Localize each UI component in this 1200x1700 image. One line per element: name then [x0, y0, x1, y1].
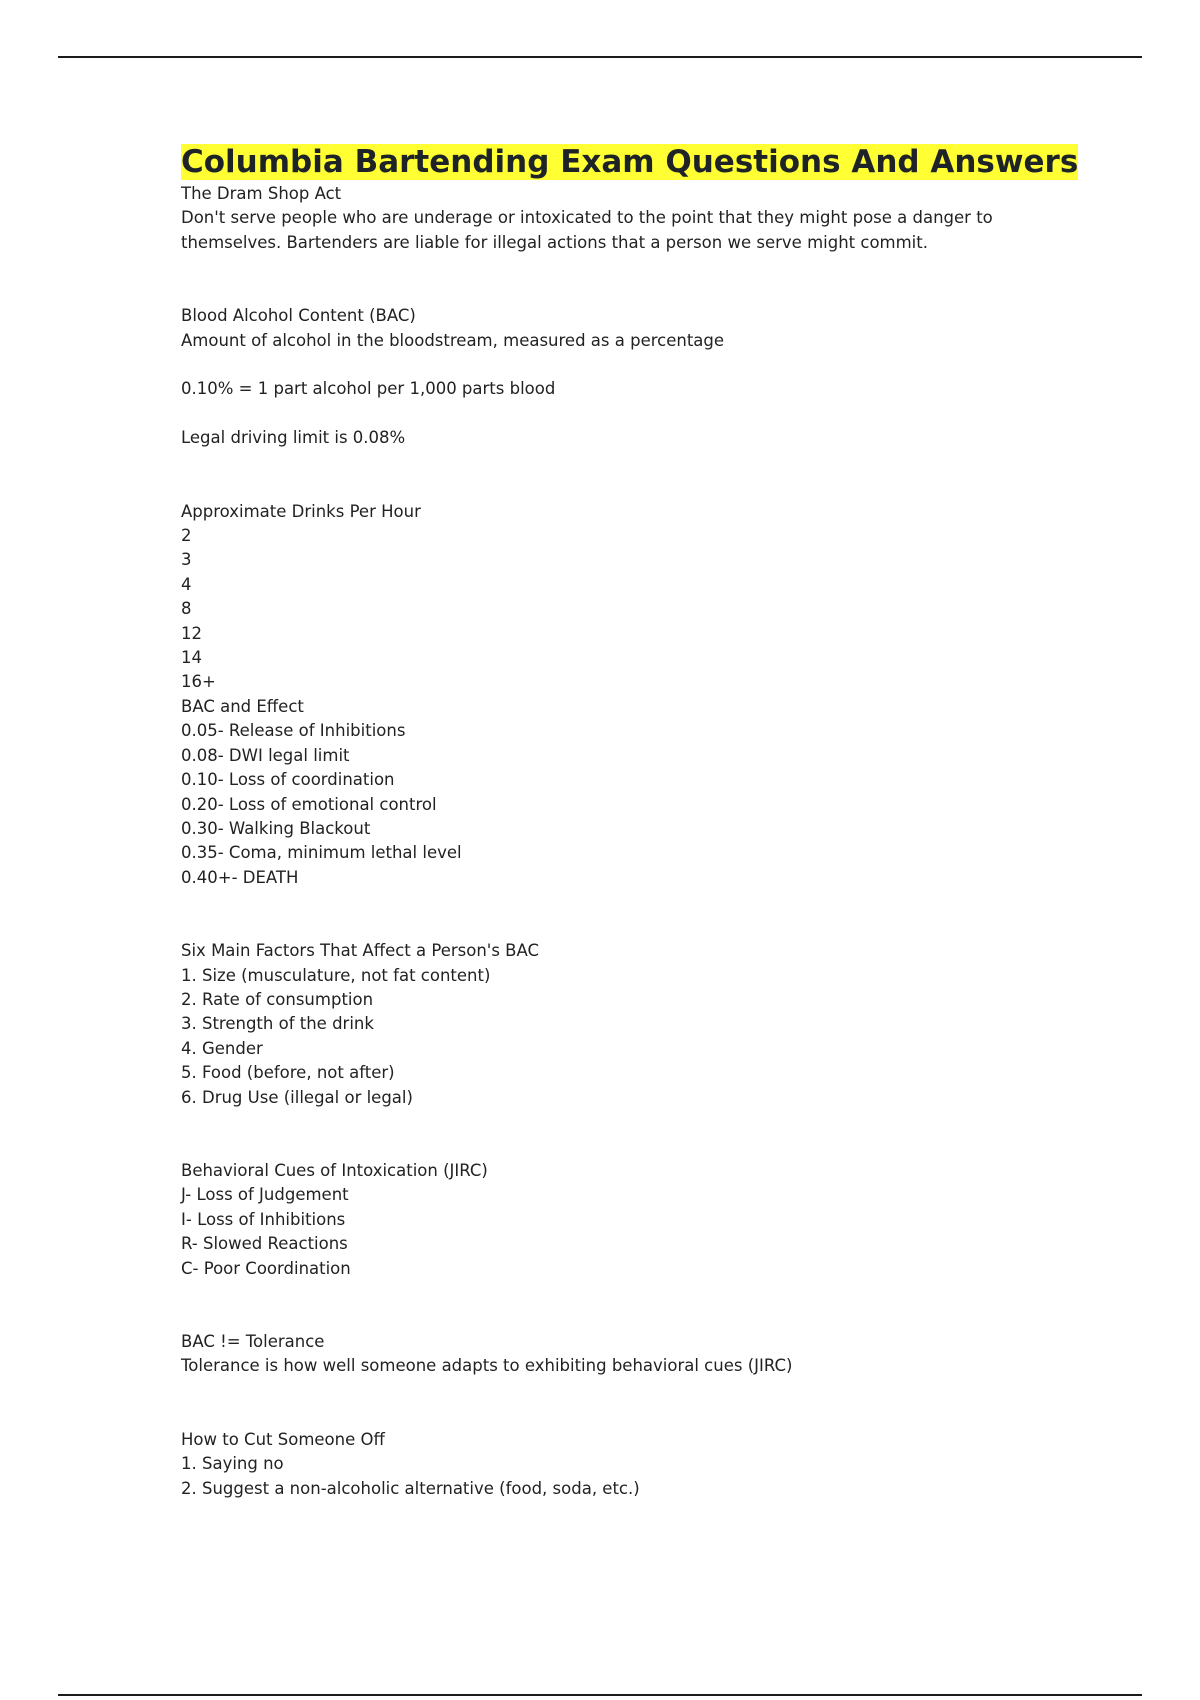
- list-item: 0.20- Loss of emotional control: [181, 794, 437, 814]
- list-item: C- Poor Coordination: [181, 1258, 351, 1278]
- footer-rule: [58, 1694, 1142, 1696]
- list-item: 3: [181, 550, 192, 570]
- list-item: 16+: [181, 672, 216, 692]
- list-item: 0.08- DWI legal limit: [181, 745, 350, 765]
- list-item: 4: [181, 574, 192, 594]
- list-item: J- Loss of Judgement: [181, 1185, 349, 1205]
- section-gap: [181, 890, 1081, 939]
- section-heading: BAC and Effect: [181, 696, 304, 716]
- section-gap: [181, 255, 1081, 304]
- section-line: themselves. Bartenders are liable for illegal actions that a person we serve might commit.: [181, 232, 928, 252]
- section-line: Legal driving limit is 0.08%: [181, 428, 406, 448]
- section-heading: Approximate Drinks Per Hour: [181, 501, 421, 521]
- document-body: [181, 143, 1081, 1501]
- header-rule: [58, 56, 1142, 58]
- list-item: 0.40+- DEATH: [181, 867, 299, 887]
- blank-line: [181, 402, 1081, 426]
- list-item: 0.30- Walking Blackout: [181, 818, 371, 838]
- list-item: 1. Saying no: [181, 1454, 284, 1474]
- list-item: 0.35- Coma, minimum lethal level: [181, 843, 462, 863]
- section-heading: Six Main Factors That Affect a Person's BAC: [181, 941, 540, 961]
- section-gap: [181, 451, 1081, 500]
- list-item: 0.10- Loss of coordination: [181, 770, 395, 790]
- list-item: 12: [181, 623, 202, 643]
- section-line: Amount of alcohol in the bloodstream, measured as a percentage: [181, 330, 725, 350]
- list-item: 8: [181, 599, 192, 619]
- blank-line: [181, 353, 1081, 377]
- section-gap: [181, 1281, 1081, 1330]
- list-item: R- Slowed Reactions: [181, 1234, 348, 1254]
- section-gap: [181, 1110, 1081, 1159]
- section-line: Don't serve people who are underage or intoxicated to the point that they might pose a danger to: [181, 208, 993, 228]
- section-heading: The Dram Shop Act: [181, 184, 342, 203]
- section-line: Tolerance is how well someone adapts to exhibiting behavioral cues (JIRC): [181, 1356, 793, 1376]
- section-gap: [181, 1379, 1081, 1428]
- section-line: 0.10% = 1 part alcohol per 1,000 parts blood: [181, 379, 556, 399]
- list-item: 0.05- Release of Inhibitions: [181, 721, 406, 741]
- list-item: 2. Rate of consumption: [181, 989, 374, 1009]
- section-heading: Behavioral Cues of Intoxication (JIRC): [181, 1160, 488, 1180]
- list-item: 4. Gender: [181, 1038, 263, 1058]
- list-item: 5. Food (before, not after): [181, 1063, 395, 1083]
- title-highlight: Columbia Bartending Exam Questions And Answers: [181, 144, 1079, 180]
- sections-container: [181, 182, 1081, 1501]
- section-heading: How to Cut Someone Off: [181, 1429, 385, 1449]
- list-item: 6. Drug Use (illegal or legal): [181, 1087, 413, 1107]
- list-item: 1. Size (musculature, not fat content): [181, 965, 491, 985]
- section-heading: Blood Alcohol Content (BAC): [181, 306, 416, 326]
- list-item: 2. Suggest a non-alcoholic alternative (food, soda, etc.): [181, 1478, 640, 1498]
- list-item: I- Loss of Inhibitions: [181, 1209, 346, 1229]
- section-heading: BAC != Tolerance: [181, 1332, 325, 1351]
- list-item: 14: [181, 648, 202, 668]
- list-item: 3. Strength of the drink: [181, 1014, 374, 1034]
- list-item: 2: [181, 526, 192, 546]
- document-title: [181, 143, 1081, 182]
